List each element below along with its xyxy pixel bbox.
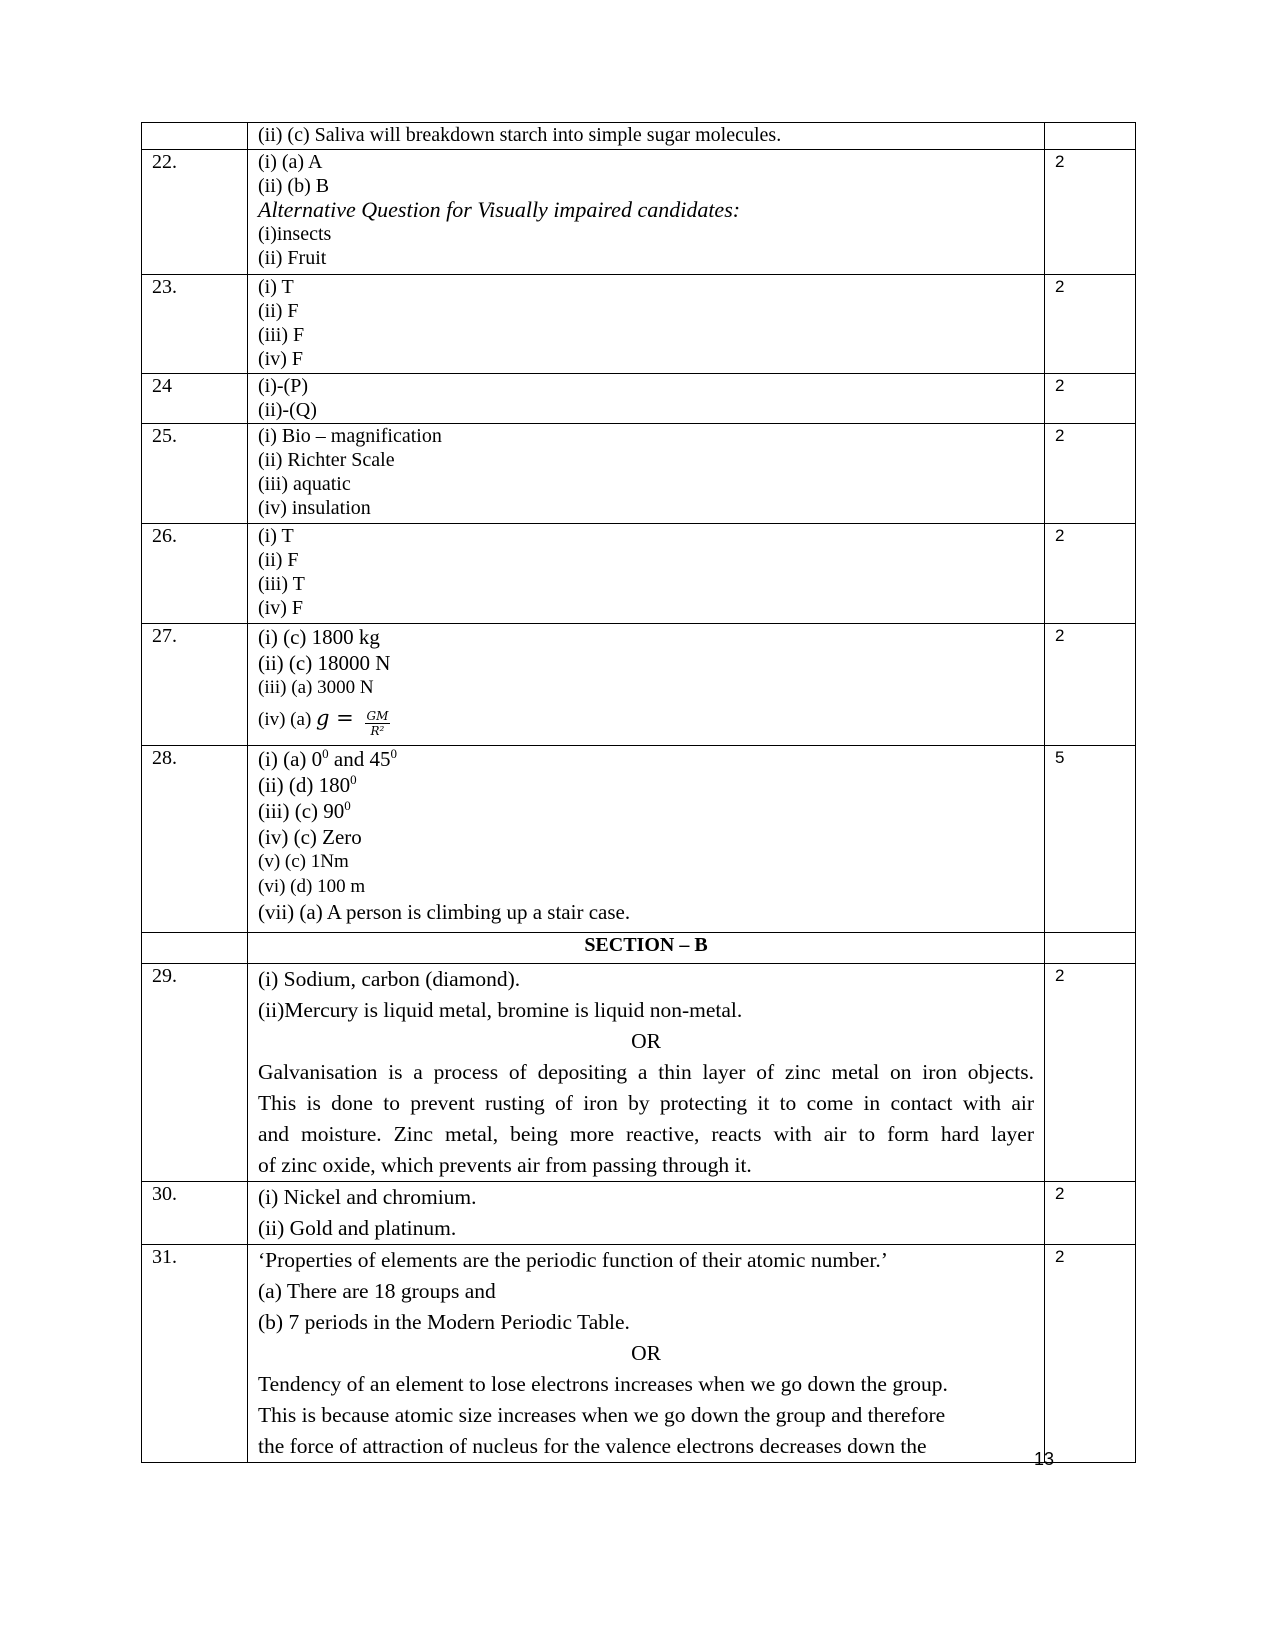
answer-line: (ii)Mercury is liquid metal, bromine is liquid non-metal. (258, 998, 743, 1022)
answer-cell (248, 123, 1045, 150)
answer-line: (iii) (a) 3000 N (258, 677, 374, 698)
answer-row-26 (142, 524, 1136, 624)
answer-line: of zinc oxide, which prevents air from passing through it. (258, 1153, 752, 1177)
answer-line: (a) There are 18 groups and (258, 1279, 496, 1303)
question-number: 28. (142, 746, 248, 933)
question-number: 26. (142, 524, 248, 624)
answer-line: (i)insects (258, 223, 332, 245)
answer-row-23 (142, 275, 1136, 374)
formula-numerator: GM (366, 708, 389, 723)
answer-text: (iii) (c) 90 (258, 799, 345, 823)
answer-cell (248, 624, 1045, 746)
answer-line-formula (258, 701, 1034, 738)
marks-cell: 2 (1045, 524, 1136, 624)
answer-line: (ii) F (258, 549, 299, 571)
empty-cell (1045, 933, 1136, 964)
answer-line: (i) (c) 1800 kg (258, 625, 380, 649)
or-separator: OR (631, 1341, 661, 1365)
answer-key-table (141, 122, 1136, 1463)
degree-sup: 0 (322, 746, 329, 761)
marks-cell: 2 (1045, 150, 1136, 275)
answer-line: (i) (a) A (258, 151, 323, 173)
answer-line: Tendency of an element to lose electrons increases when we go down the group. (258, 1372, 948, 1396)
answer-line: (i) Nickel and chromium. (258, 1185, 477, 1209)
answer-line: (iii) aquatic (258, 473, 351, 495)
answer-line: (i) Sodium, carbon (diamond). (258, 967, 521, 991)
answer-line: (ii) (c) 18000 N (258, 651, 391, 675)
section-row (142, 933, 1136, 964)
question-number: 23. (142, 275, 248, 374)
formula-lhs: g = (316, 705, 354, 730)
question-number: 31. (142, 1245, 248, 1463)
question-number (142, 123, 248, 150)
answer-line: (i) T (258, 525, 294, 547)
answer-cell (248, 150, 1045, 275)
question-number: 30. (142, 1182, 248, 1245)
answer-line: (iii) T (258, 573, 305, 595)
answer-cell (248, 746, 1045, 933)
question-number: 22. (142, 150, 248, 275)
answer-line: ‘Properties of elements are the periodic function of their atomic number.’ (258, 1248, 888, 1272)
answer-line: (ii) Richter Scale (258, 449, 395, 471)
marks-cell: 2 (1045, 374, 1136, 424)
answer-line: This is done to prevent rusting of iron by protecting it to come in contact with air (258, 1091, 1034, 1115)
marks-cell: 2 (1045, 1182, 1136, 1245)
answer-cell (248, 1245, 1045, 1463)
empty-cell (142, 933, 248, 964)
degree-sup: 0 (350, 772, 357, 787)
answer-line: (vi) (d) 100 m (258, 875, 366, 897)
answer-line: (ii) (b) B (258, 175, 330, 197)
section-heading: SECTION – B (248, 933, 1045, 964)
marks-cell: 2 (1045, 1245, 1136, 1463)
question-number: 27. (142, 624, 248, 746)
answer-row-22 (142, 150, 1136, 275)
answer-line (258, 746, 1034, 772)
answer-cell (248, 1182, 1045, 1245)
alternative-question-heading: Alternative Question for Visually impaired candidates: (258, 197, 741, 222)
page-number: 13 (1034, 1449, 1055, 1469)
marks-cell: 2 (1045, 275, 1136, 374)
answer-line: (iii) F (258, 324, 305, 346)
answer-line: and moisture. Zinc metal, being more reactive, reacts with air to form hard layer (258, 1122, 1034, 1146)
question-number: 29. (142, 964, 248, 1182)
answer-row-28 (142, 746, 1136, 933)
degree-sup: 0 (390, 746, 397, 761)
answer-line: (ii) F (258, 300, 299, 322)
answer-text: and 45 (328, 747, 391, 771)
answer-line (258, 798, 1034, 824)
answer-line (258, 772, 1034, 798)
answer-row-21 (142, 123, 1136, 150)
answer-line: (iv) F (258, 597, 303, 619)
answer-text: (ii) (d) 180 (258, 773, 351, 797)
answer-line: (ii) Gold and platinum. (258, 1216, 457, 1240)
answer-row-31 (142, 1245, 1136, 1463)
answer-line: (vii) (a) A person is climbing up a stair case. (258, 900, 631, 924)
answer-row-27 (142, 624, 1136, 746)
answer-line: (iv) (c) Zero (258, 825, 362, 849)
question-number: 25. (142, 424, 248, 524)
answer-line: (b) 7 periods in the Modern Periodic Table. (258, 1310, 630, 1334)
answer-line: (ii)-(Q) (258, 399, 317, 421)
marks-cell: 2 (1045, 424, 1136, 524)
answer-line: Galvanisation is a process of depositing a thin layer of zinc metal on iron objects. (258, 1060, 1034, 1084)
answer-cell (248, 374, 1045, 424)
answer-row-24 (142, 374, 1136, 424)
answer-line: (i) T (258, 276, 294, 298)
marks-cell: 2 (1045, 624, 1136, 746)
marks-cell: 2 (1045, 964, 1136, 1182)
answer-line: the force of attraction of nucleus for the valence electrons decreases down the (258, 1434, 927, 1458)
answer-line: (i) Bio – magnification (258, 425, 442, 447)
question-number: 24 (142, 374, 248, 424)
marks-cell: 5 (1045, 746, 1136, 933)
answer-line: (ii) Fruit (258, 247, 327, 269)
answer-row-25 (142, 424, 1136, 524)
answer-line: (iv) F (258, 348, 303, 370)
answer-line: (iv) insulation (258, 497, 371, 519)
answer-row-30 (142, 1182, 1136, 1245)
answer-text: (i) (a) 0 (258, 747, 323, 771)
formula-label: (iv) (a) (258, 708, 312, 730)
answer-line: (v) (c) 1Nm (258, 851, 349, 872)
answer-line: This is because atomic size increases when we go down the group and therefore (258, 1403, 946, 1427)
answer-cell (248, 524, 1045, 624)
answer-cell (248, 424, 1045, 524)
formula-denominator: R² (370, 723, 385, 738)
formula-fraction (365, 709, 391, 738)
answer-row-29 (142, 964, 1136, 1182)
answer-line: (ii) (c) Saliva will breakdown starch into simple sugar molecules. (258, 124, 782, 146)
degree-sup: 0 (344, 798, 351, 813)
marks-cell (1045, 123, 1136, 150)
answer-cell (248, 275, 1045, 374)
answer-cell (248, 964, 1045, 1182)
or-separator: OR (631, 1029, 661, 1053)
answer-line: (i)-(P) (258, 375, 308, 397)
